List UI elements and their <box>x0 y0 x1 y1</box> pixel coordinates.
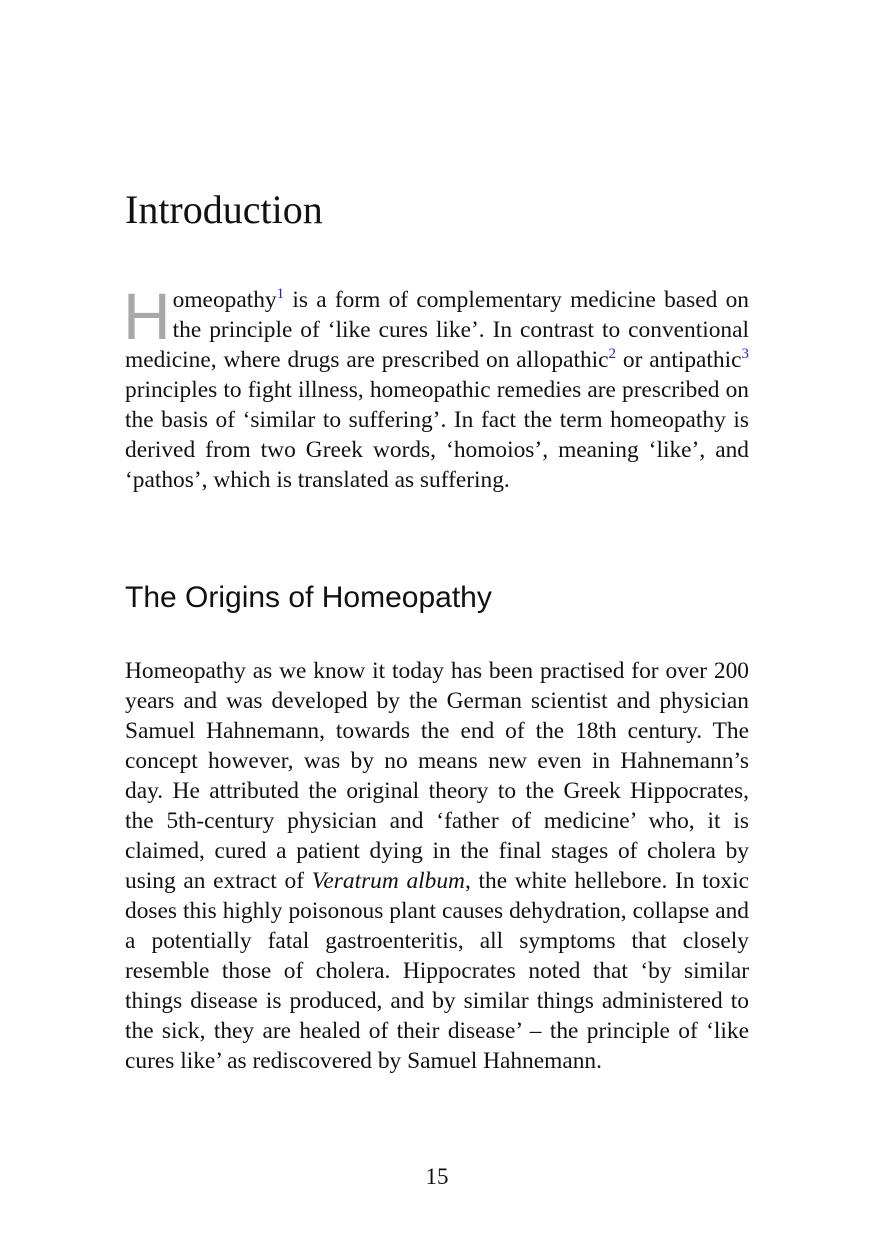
footnote-ref-2[interactable]: 2 <box>608 346 617 362</box>
book-page <box>125 0 749 1240</box>
footnote-ref-1[interactable]: 1 <box>276 286 285 302</box>
intro-text-3: or antipathic <box>616 347 742 373</box>
page-number: 15 <box>425 1164 449 1189</box>
intro-text-4: principles to fight illness, homeopathic remedies are prescribed on the basis of ‘similar to suffering’. In fact the term homeopathy is derived from two Greek words, ‘homoios’, meaning ‘like’, and ‘pathos’, which is translated as suffering. <box>125 377 749 493</box>
intro-paragraph <box>123 279 749 495</box>
species-name: Veratrum album <box>311 868 465 894</box>
origins-text-1: Homeopathy as we know it today has been practised for over 200 years and was developed by the German scientist and physician Samuel Hahnemann, towards the end of the 18th century. The concept however, was by no means new even in Hahnemann’s day. He attributed the original theory to the Greek Hippocrates, the 5th-century physician and ‘father of medicine’ who, it is claimed, cured a patient dying in the final stages of cholera by using an extract of <box>125 658 749 894</box>
origins-paragraph <box>125 656 749 1076</box>
origins-text-2: , the white hellebore. In toxic doses this highly poisonous plant causes dehydration, collapse and a potentially fatal gastroenteritis, all symptoms that closely resemble those of cholera. Hippocrates noted that ‘by similar things disease is produced, and by similar things administered to the sick, they are healed of their disease’ – the principle of ‘like cures like’ as rediscovered by Samuel Hahnemann. <box>125 868 749 1074</box>
intro-text-2: is a form of complementary medicine based on the principle of ‘like cures like’. In contrast to conventional medicine, where drugs are prescribed on allopathic <box>125 287 749 373</box>
drop-cap: H <box>123 279 171 353</box>
section-title: The Origins of Homeopathy <box>125 581 492 614</box>
intro-text-1: omeopathy <box>172 287 277 313</box>
chapter-title: Introduction <box>125 187 323 232</box>
footnote-ref-3[interactable]: 3 <box>741 346 749 362</box>
